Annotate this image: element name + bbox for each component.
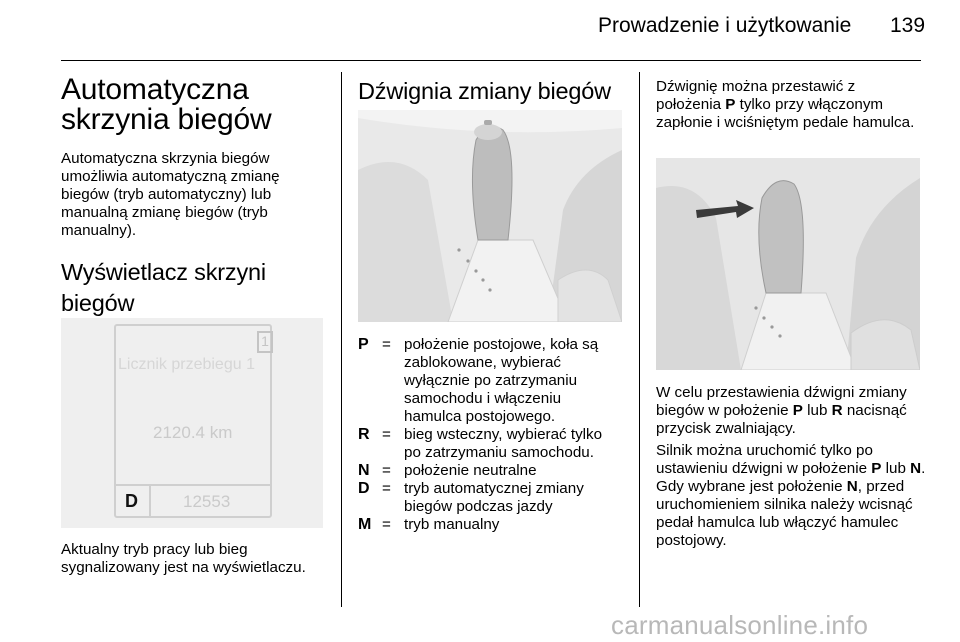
gear-positions-legend xyxy=(358,336,622,534)
text: W celu przestawienia dźwigni zmiany biegów w położenie xyxy=(656,384,907,419)
paragraph-p-position xyxy=(656,78,916,132)
legend-equals: = xyxy=(382,516,391,533)
legend-equals: = xyxy=(382,426,391,443)
legend-equals: = xyxy=(382,480,391,497)
gear-indicator: D xyxy=(125,491,138,511)
display-divider xyxy=(114,484,272,486)
gear-letter: N xyxy=(910,460,922,477)
legend-key: R xyxy=(358,426,370,443)
gear-letter: R xyxy=(831,402,843,419)
text: . Gdy wybrane jest położenie xyxy=(656,460,926,495)
page-number: 139 xyxy=(890,14,926,37)
legend-key: D xyxy=(358,480,370,497)
display-divider xyxy=(149,484,151,518)
odometer-label: Licznik przebiegu 1 xyxy=(118,356,255,373)
legend-key: N xyxy=(358,462,370,479)
gear-lever-release-button-photo xyxy=(656,158,920,370)
intro-paragraph: Automatyczna skrzynia biegów umożliwia automatyczną zmianę biegów (tryb automatyczny) lub manualną zmianę biegów (tryb manualny). xyxy=(61,150,280,239)
text: lub xyxy=(802,402,832,419)
legend-equals: = xyxy=(382,336,391,353)
legend-equals: = xyxy=(382,462,391,479)
display-caption: Aktualny tryb pracy lub bieg sygnalizowany jest na wyświetlaczu. xyxy=(61,541,306,576)
trip-icon: 1 xyxy=(257,331,273,353)
text: tylko przy włączonym zapłonie i wciśniętym pedale hamulca. xyxy=(656,96,915,131)
legend-key: M xyxy=(358,516,372,533)
gear-letter: P xyxy=(871,460,882,477)
distance-value: 2120.4 km xyxy=(153,423,233,442)
gear-letter: P xyxy=(792,402,803,419)
header-divider xyxy=(61,60,921,61)
text: , przed uruchomieniem silnika należy wcisnąć pedał hamulca lub włączyć hamulec postojowy. xyxy=(656,478,913,549)
transmission-display-illustration xyxy=(61,318,323,528)
text: Dźwignię można przestawić z położenia xyxy=(656,78,856,113)
display-frame xyxy=(114,324,272,518)
legend-item xyxy=(358,516,622,534)
section-title: Automatyczna skrzynia biegów xyxy=(61,73,272,136)
legend-text: tryb manualny xyxy=(404,516,500,533)
text: nacisnąć przycisk zwalniający. xyxy=(656,402,907,437)
column-divider xyxy=(639,72,640,607)
text: lub xyxy=(881,460,911,477)
legend-key: P xyxy=(358,336,369,353)
gear-lever-release-icon xyxy=(656,158,920,370)
watermark: carmanualsonline.info xyxy=(611,610,869,640)
legend-text: położenie neutralne xyxy=(404,462,537,479)
legend-item xyxy=(358,462,622,480)
section-title: Dźwignia zmiany biegów xyxy=(358,78,611,104)
paragraph-release-button xyxy=(656,384,926,438)
column-divider xyxy=(341,72,342,607)
legend-text: tryb automatycznej zmiany biegów podczas jazdy xyxy=(404,480,584,515)
subsection-title: Wyświetlacz skrzyni biegów xyxy=(61,259,266,316)
legend-text: położenie postojowe, koła są zablokowane, wybierać wyłącznie po zatrzymaniu samochodu i włączeniu hamulca postojowego. xyxy=(404,336,599,425)
legend-item xyxy=(358,336,622,426)
gear-lever-photo xyxy=(358,110,622,322)
paragraph-engine-start xyxy=(656,442,926,550)
legend-text: bieg wsteczny, wybierać tylko po zatrzymaniu samochodu. xyxy=(404,426,603,461)
column-1 xyxy=(61,72,326,319)
legend-item xyxy=(358,426,622,462)
gear-lever-icon xyxy=(358,110,622,322)
running-header-title: Prowadzenie i użytkowanie xyxy=(598,14,852,37)
text: Silnik można uruchomić tylko po ustawieniu dźwigni w położenie xyxy=(656,442,873,477)
gear-letter: P xyxy=(725,96,736,113)
legend-item xyxy=(358,480,622,516)
total-odometer-value: 12553 xyxy=(183,492,231,511)
gear-letter: N xyxy=(846,478,858,495)
